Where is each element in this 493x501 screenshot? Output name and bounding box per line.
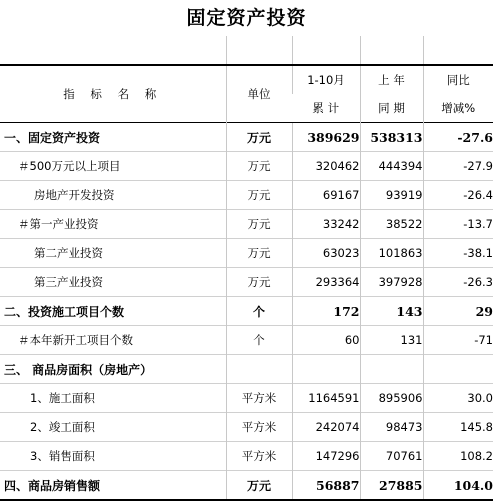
row-prior-value: 131 <box>360 326 423 355</box>
row-name: 一、固定资产投资 <box>0 123 226 152</box>
row-prior-value: 538313 <box>360 123 423 152</box>
row-current-value: 293364 <box>292 268 360 297</box>
row-current-value: 1164591 <box>292 384 360 413</box>
spacer-row <box>0 36 493 65</box>
row-change-percent: -38.1 <box>423 239 493 268</box>
row-name: ＃本年新开工项目个数 <box>0 326 226 355</box>
indicator-header: 指 标 名 称 <box>0 65 226 123</box>
row-name: 3、销售面积 <box>0 442 226 471</box>
row-prior-value: 101863 <box>360 239 423 268</box>
row-change-percent: 29 <box>423 297 493 326</box>
row-prior-value <box>360 355 423 384</box>
change-header-top: 同比 <box>423 65 493 94</box>
row-name: 房地产开发投资 <box>0 181 226 210</box>
row-current-value: 242074 <box>292 413 360 442</box>
row-unit: 万元 <box>226 268 292 297</box>
row-name: 第三产业投资 <box>0 268 226 297</box>
row-name: 1、施工面积 <box>0 384 226 413</box>
row-change-percent: -13.7 <box>423 210 493 239</box>
row-name: ＃第一产业投资 <box>0 210 226 239</box>
table-row <box>0 123 493 152</box>
row-change-percent: -26.4 <box>423 181 493 210</box>
row-name: 四、商品房销售额 <box>0 471 226 501</box>
row-change-percent: 108.2 <box>423 442 493 471</box>
row-name: ＃500万元以上项目 <box>0 152 226 181</box>
table-row <box>0 297 493 326</box>
row-unit: 万元 <box>226 471 292 501</box>
change-header-bottom: 增减% <box>423 94 493 123</box>
prior-header-bottom: 同 期 <box>360 94 423 123</box>
row-prior-value: 143 <box>360 297 423 326</box>
row-unit: 个 <box>226 326 292 355</box>
row-name: 2、竣工面积 <box>0 413 226 442</box>
row-change-percent: 104.0 <box>423 471 493 501</box>
row-prior-value: 38522 <box>360 210 423 239</box>
unit-header: 单位 <box>226 65 292 123</box>
row-prior-value: 93919 <box>360 181 423 210</box>
row-current-value: 320462 <box>292 152 360 181</box>
table-row <box>0 152 493 181</box>
row-change-percent: -71 <box>423 326 493 355</box>
table-row <box>0 471 493 501</box>
table-row <box>0 326 493 355</box>
row-current-value: 389629 <box>292 123 360 152</box>
current-header-top: 1-10月 <box>292 65 360 94</box>
row-prior-value: 397928 <box>360 268 423 297</box>
row-unit: 平方米 <box>226 442 292 471</box>
row-current-value: 56887 <box>292 471 360 501</box>
table-row <box>0 413 493 442</box>
row-current-value: 60 <box>292 326 360 355</box>
table-row <box>0 181 493 210</box>
prior-header-top: 上 年 <box>360 65 423 94</box>
table-row <box>0 268 493 297</box>
row-change-percent <box>423 355 493 384</box>
row-unit: 万元 <box>226 181 292 210</box>
row-change-percent: -27.9 <box>423 152 493 181</box>
row-name: 三、 商品房面积（房地产） <box>0 355 226 384</box>
row-unit <box>226 355 292 384</box>
current-header-bottom: 累 计 <box>312 101 340 115</box>
row-unit: 万元 <box>226 152 292 181</box>
row-prior-value: 98473 <box>360 413 423 442</box>
row-current-value: 69167 <box>292 181 360 210</box>
row-unit: 平方米 <box>226 384 292 413</box>
row-current-value: 63023 <box>292 239 360 268</box>
row-unit: 万元 <box>226 123 292 152</box>
row-unit: 万元 <box>226 210 292 239</box>
table-row <box>0 384 493 413</box>
table-row <box>0 210 493 239</box>
row-current-value <box>292 355 360 384</box>
row-prior-value: 444394 <box>360 152 423 181</box>
row-prior-value: 895906 <box>360 384 423 413</box>
row-change-percent: 145.8 <box>423 413 493 442</box>
row-unit: 个 <box>226 297 292 326</box>
row-name: 二、投资施工项目个数 <box>0 297 226 326</box>
table-row <box>0 355 493 384</box>
row-change-percent: -27.6 <box>423 123 493 152</box>
page-title: 固定资产投资 <box>186 7 307 29</box>
investment-table <box>0 36 493 501</box>
row-prior-value: 70761 <box>360 442 423 471</box>
row-change-percent: -26.3 <box>423 268 493 297</box>
row-name: 第二产业投资 <box>0 239 226 268</box>
row-current-value: 33242 <box>292 210 360 239</box>
row-change-percent: 30.0 <box>423 384 493 413</box>
row-unit: 平方米 <box>226 413 292 442</box>
header-row-top <box>0 65 493 94</box>
row-current-value: 147296 <box>292 442 360 471</box>
row-prior-value: 27885 <box>360 471 423 501</box>
row-current-value: 172 <box>292 297 360 326</box>
table-row <box>0 442 493 471</box>
table-row <box>0 239 493 268</box>
row-unit: 万元 <box>226 239 292 268</box>
